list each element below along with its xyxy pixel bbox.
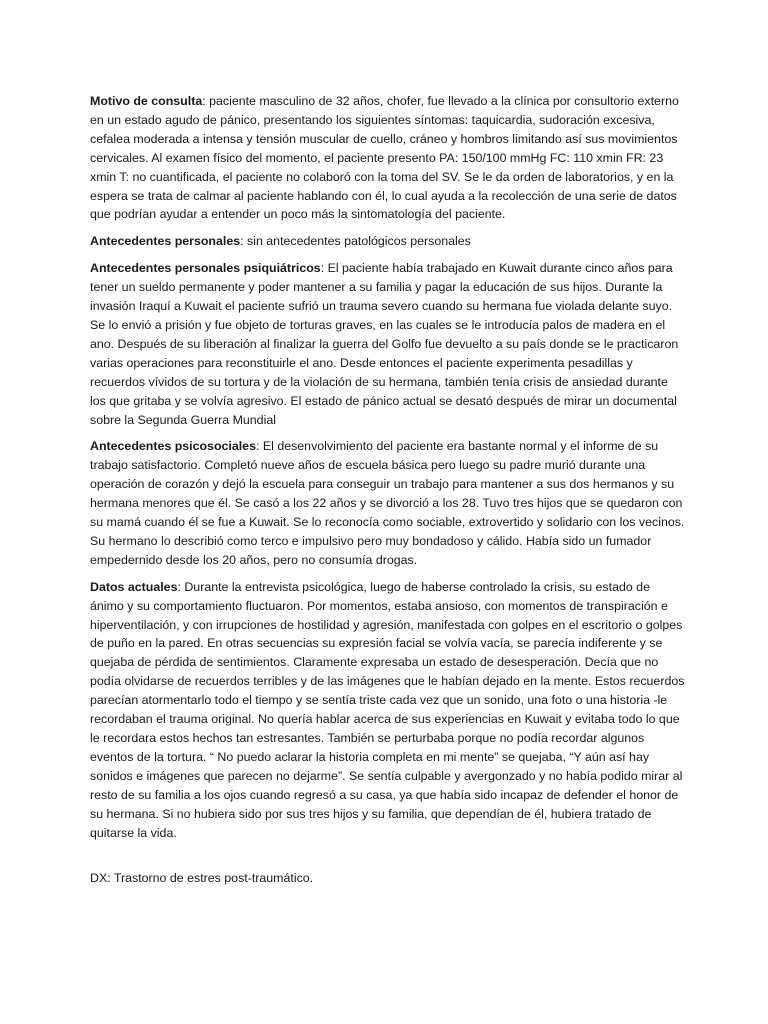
antecedentes-personales-heading: Antecedentes personales bbox=[90, 234, 241, 249]
document-page bbox=[90, 92, 686, 896]
antecedentes-psiquiatricos-paragraph bbox=[90, 259, 686, 429]
antecedentes-psicosociales-heading: Antecedentes psicosociales bbox=[90, 439, 256, 454]
diagnosis-line: DX: Trastorno de estres post-traumático. bbox=[90, 871, 314, 886]
datos-actuales-text: : Durante la entrevista psicológica, luego de haberse controlado la crisis, su estado de ánimo y su comportamiento fluctuaron. Por momentos, estaba ansioso, con momentos de transpiración e hiperventilación, y con irrupciones de hostilidad y agresión, manifestada con golpes en el escritorio o golpes de puño en la pared. En otras secuencias su expresión facial se volvía vacía, se parecía indiferente y se quejaba de pérdida de sentimientos. Claramente expresaba un estado de desesperación. Decía que no podía olvidarse de recuerdos terribles y de las imágenes que le habían dejado en la mente. Estos recuerdos parecían atormentarlo todo el tiempo y se sentía triste cada vez que un sonido, una foto o una historia -le recordaban el trauma original. No quería hablar acerca de sus experiencias en Kuwait y evitaba todo lo que le recordara estos hechos tan estresantes. También se perturbaba porque no podía recordar algunos eventos de la tortura. “ No puedo aclarar la historia completa en mi mente” se quejaba, “Y aún así hay sonidos e imágenes que parecen no dejarme”. Se sentía culpable y avergonzado y no había podido mirar al resto de su familia a los ojos cuando regresó a su casa, ya que había sido incapaz de defender el honor de su hermana. Si no hubiera sido por sus tres hijos y su familia, que dependían de él, hubiera tratado de quitarse la vida. bbox=[90, 579, 685, 840]
antecedentes-psicosociales-text: : El desenvolvimiento del paciente era bastante normal y el informe de su trabajo satisfactorio. Completó nueve años de escuela básica pero luego su padre murió durante una operación de corazón y dejó la escuela para conseguir un trabajo para mantener a sus dos hermanos y su hermana menores que él. Se casó a los 22 años y se divorció a los 28. Tuvo tres hijos que se quedaron con su mamá cuando él se fue a Kuwait. Se lo reconocía como sociable, extrovertido y solidario con los vecinos. Su hermano lo describió como terco e impulsivo pero muy bondadoso y cálido. Había sido un fumador empedernido desde los 20 años, pero no consumía drogas. bbox=[90, 439, 685, 567]
antecedentes-personales-paragraph bbox=[90, 232, 686, 251]
antecedentes-psicosociales-paragraph bbox=[90, 437, 686, 569]
motivo-consulta-paragraph bbox=[90, 92, 686, 224]
datos-actuales-heading: Datos actuales bbox=[90, 579, 178, 594]
motivo-consulta-text: : paciente masculino de 32 años, chofer, fue llevado a la clínica por consultorio externo en un estado agudo de pánico, presentando los siguientes síntomas: taquicardia, sudoración excesiva, cefalea moderada a intensa y tensión muscular de cuello, cráneo y hombros limitando así sus movimientos cervicales. Al examen físico del momento, el paciente presento PA: 150/100 mmHg FC: 110 xmin FR: 23 xmin T: no cuantificada, el paciente no colaboró con la toma del SV. Se le da orden de laboratorios, y en la espera se trata de calmar al paciente hablando con él, lo cual ayuda a la recolección de una serie de datos que podrían ayudar a entender un poco más la sintomatología del paciente. bbox=[90, 94, 679, 222]
antecedentes-psiquiatricos-text: : El paciente había trabajado en Kuwait durante cinco años para tener un sueldo permanente y poder mantener a su familia y pagar la educación de sus hijos. Durante la invasión Iraquí a Kuwait el paciente sufrió un trauma severo cuando su hermana fue violada delante suyo. Se lo envió a prisión y fue objeto de torturas graves, en las cuales se le introducía palos de madera en el ano. Después de su liberación al finalizar la guerra del Golfo fue devuelto a su país donde se le practicaron varias operaciones para reconstituirle el ano. Desde entonces el paciente experimenta pesadillas y recuerdos vívidos de su tortura y de la violación de su hermana, también tenía crisis de ansiedad durante los que gritaba y se volvía agresivo. El estado de pánico actual se desató después de mirar un documental sobre la Segunda Guerra Mundial bbox=[90, 261, 679, 427]
datos-actuales-paragraph bbox=[90, 578, 686, 843]
antecedentes-personales-text: : sin antecedentes patológicos personales bbox=[240, 234, 471, 249]
motivo-consulta-heading: Motivo de consulta bbox=[90, 94, 203, 108]
antecedentes-psiquiatricos-heading: Antecedentes personales psiquiátricos bbox=[90, 261, 321, 276]
